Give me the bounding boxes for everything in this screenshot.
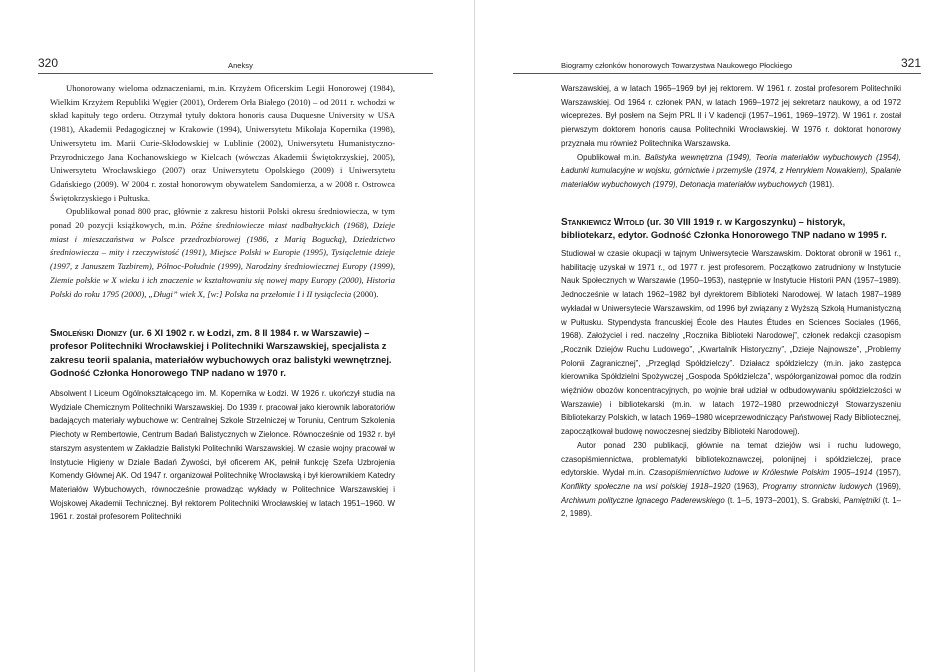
bio1-honors-paragraph: Uhonorowany wieloma odznaczeniami, m.in. Krzyżem Oficerskim Legii Honorowej (1984), Wielkim Krzyżem Republiki Węgier (2001), Orderem Orła Białego (2010) – od 2011 r. wchodzi w skład kapituły tego orderu. Otrzymał tytuły doktora honoris causa Duquesne University w USA (1981), Akademii Pedagogicznej w Krakowie (1994), Uniwersytetu Mikołaja Kopernika (1998), Uniwersytetu im. Marii Curie-Skłodowskiej w Lublinie (2002), Uniwersytetu Humanistyczno-Przyrodniczego Jana Kochanowskiego w Kielcach (wówczas Akademii Świętokrzyskiej, 2005), Uniwersytetu Wrocławskiego (2007) oraz Uniwersytetu Opolskiego (2009) i Uniwersytetu Gdańskiego (2009). W 2004 r. został honorowym obywatelem Sandomierza, a w 2008 r. Ostrowca Świętokrzyskiego i Pułtuska. xyxy=(50,83,395,203)
bio3-name: Stankiewicz Witold xyxy=(561,216,645,228)
bio3-work-year-5: (t. 1–2, 1989). xyxy=(561,495,901,519)
bio3-work-year-1: (1957), xyxy=(872,468,901,478)
bio2-heading xyxy=(50,327,395,380)
left-page-header xyxy=(38,52,433,74)
bio3-publications-lead: Autor ponad 230 publikacji, głównie na temat dziejów wsi i ruchu ludowego, czasopiśmiennictwa, problematyki bibliotekoznawczej, polonijnej i spółdzielczej, prace edytorskie. Wydał m.in. xyxy=(561,440,901,478)
header-rule-left xyxy=(38,73,433,74)
running-head-right: Biogramy członków honorowych Towarzystwa Naukowego Płockiego xyxy=(561,61,793,70)
header-rule-right xyxy=(513,73,921,74)
right-page-header xyxy=(513,52,921,74)
bio1-publications-lead: Opublikował ponad 800 prac, głównie z zakresu historii Polski okresu średniowiecza, w tym ponad 20 pozycji książkowych, m.in. xyxy=(50,206,395,231)
bio3-work-title-4: Archiwum polityczne Ignacego Paderewskiego xyxy=(561,495,725,505)
page-number-right: 321 xyxy=(900,56,921,70)
left-text-column xyxy=(50,80,395,524)
bio3-heading xyxy=(561,216,901,242)
bio2-publications-end: (1981). xyxy=(807,179,835,189)
page-number-left: 320 xyxy=(38,56,59,70)
bio1-publications-paragraph xyxy=(50,205,395,301)
running-head-left: Aneksy xyxy=(228,61,253,70)
right-page xyxy=(475,0,950,672)
bio2-continuation-paragraph: Warszawskiej, a w latach 1965–1969 był jej rektorem. W 1961 r. został profesorem Politechniki Warszawskiej. Od 1964 r. członek PAN, w latach 1969–1972 jej sekretarz naukowy, a od 1972 wiceprezes. Był posłem na Sejm PRL II i V kadencji (1957–1961, 1969–1972). W 1961 r. został pierwszym doktorem honoris causa Politechniki Wrocławskiej. W 1976 r. doktorat honorowy przyznała mu również Politechnika Warszawska. xyxy=(561,84,901,148)
right-text-column xyxy=(561,80,901,521)
bio2-publications-titles: Balistyka wewnętrzna (1949), Teoria materiałów wybuchowych (1954), Ładunki kumulacyjne w wojsku, górnictwie i przemyśle (1974, z Henrykiem Nowakiem), Spalanie materiałów wybuchowych (1979), Detonacja materiałów wybuchowych xyxy=(561,152,902,189)
bio2-name: Smoleński Dionizy xyxy=(50,328,127,340)
bio1-publications-titles: Późne średniowiecze miast nadbałtyckich (1968), Dzieje miast i mieszczaństwa w Polsce przedrozbiorowej (1986, z Marią Bogucką), Dziedzictwo średniowiecza – mity i rzeczywistość (1991), Miejsce Polski w Europie (1995), Tysiącletnie dzieje (1997, z Januszem Tazbirem), Północ-Południe (1999), Narodziny średniowiecznej Europy (1999), Ziemie polskie w X wieku i ich znaczenie w kształtowaniu się nowej mapy Europy (2000), Historia Polski do roku 1795 (2000), „Długi” wiek X, [w:] Polska na przełomie I i II tysiąclecia xyxy=(50,220,396,299)
bio1-publications-end: (2000). xyxy=(351,288,379,299)
bio3-work-year-2: (1963), xyxy=(730,481,763,491)
bio2-publications-lead: Opublikował m.in. xyxy=(577,152,645,162)
bio3-work-title-3: Programy stronnictw ludowych xyxy=(762,481,873,491)
bio3-publications-paragraph xyxy=(561,439,901,521)
bio3-work-title-1: Czasopiśmiennictwo ludowe w Królestwie Polskim 1905–1914 xyxy=(648,468,873,478)
bio3-career-paragraph: Studiował w czasie okupacji w tajnym Uniwersytecie Warszawskim. Doktorat obronił w 1961 r., habilitację uzyskał w 1971 r., od 1977 r. jest profesorem. Początkowo zatrudniony w Instytucie Nauk Społecznych w Warszawie (1950–1953), następnie w Instytucie Historii PAN (1957–1989). Jednocześnie w latach 1962–1982 był dyrektorem Biblioteki Narodowej. W latach 1987–1989 wykładał w Uniwersytecie Warszawskim, od 1996 był związany z Wyższą Szkołą Humanistyczną w Pułtusku. Stypendysta francuskiej École des Hautes Études en Sciences Sociales (1966, 1968). Założyciel i red. naczelny „Rocznika Biblioteki Narodowej”, członek redakcji czasopism „Rocznik Dziejów Ruchu Ludowego”, „Kwartalnik Historyczny”, „Dzieje Najnowsze”, „Problemy Polonii Zagranicznej”, „Przegląd Spółdzielczy”. Działacz spółdzielczy (m.in. jako zastępca kierownika Spółdzielni Spożywczej „Gospoda Spółdzielcza”, współorganizował pomoc dla rodzin więźniów obozów koncentracyjnych, po wojnie brał udział w odbudowywaniu spółdzielczości w Warszawie) i bibliotekarski (m.in. w latach 1972–1980 przewodniczył Stowarzyszeniu Bibliotekarzy Polskich, w latach 1969–1980 wiceprzewodniczący Państwowej Rady Bibliotecznej, zapoczątkował budowę nowoczesnej siedziby Biblioteki Narodowej). xyxy=(561,249,901,437)
bio3-work-year-4: (t. 1–5, 1973–2001), S. Grabski, xyxy=(724,495,844,505)
bio2-career-paragraph: Absolwent I Liceum Ogólnokształcącego im. M. Kopernika w Łodzi. W 1926 r. ukończył studia na Wydziale Chemicznym Politechniki Warszawskiej. Do 1939 r. pracował jako kierownik laboratoriów badających materiały wybuchowe w: Centralnej Szkole Strzelniczej w Toruniu, Centrum Szkolenia Piechoty w Rembertowie, Centrum Badań Balistycznych w Zielonce. Równocześnie od 1932 r. był starszym asystentem w Zakładzie Balistyki Politechniki Warszawskiej. W czasie wojny pracował w Instytucie Higieny w Dziale Badań Żywości, był oficerem AK, pełnił funkcję Szefa Uzbrojenia Komendy Głównej AK. Od 1947 r. organizował Politechnikę Wrocławską i był kierownikiem Katedry Materiałów Wybuchowych, równocześnie prowadząc wykłady w Politechnice Warszawskiej i Wojskowej Akademii Technicznej. Był rektorem Politechniki Wrocławskiej w latach 1951–1960. W 1961 r. został profesorem Politechniki xyxy=(50,389,395,522)
bio3-heading-text: (ur. 30 VIII 1919 r. w Kargoszynku) – historyk, bibliotekarz, edytor. Godność Członka Honorowego TNP nadano w 1995 r. xyxy=(561,216,887,240)
bio3-work-year-3: (1969), xyxy=(872,481,901,491)
bio3-work-title-2: Konflikty społeczne na wsi polskiej 1918–1920 xyxy=(561,481,731,491)
bio2-publications-paragraph xyxy=(561,151,901,192)
bio3-work-title-5: Pamiętniki xyxy=(843,495,881,505)
bio2-heading-text: (ur. 6 XI 1902 r. w Łodzi, zm. 8 II 1984 r. w Warszawie) – profesor Politechniki Wrocławskiej i Politechniki Warszawskiej, specjalista z zakresu teorii spalania, materiałów wybuchowych oraz balistyki wewnętrznej. Godność Członka Honorowego TNP nadano w 1970 r. xyxy=(50,328,392,378)
